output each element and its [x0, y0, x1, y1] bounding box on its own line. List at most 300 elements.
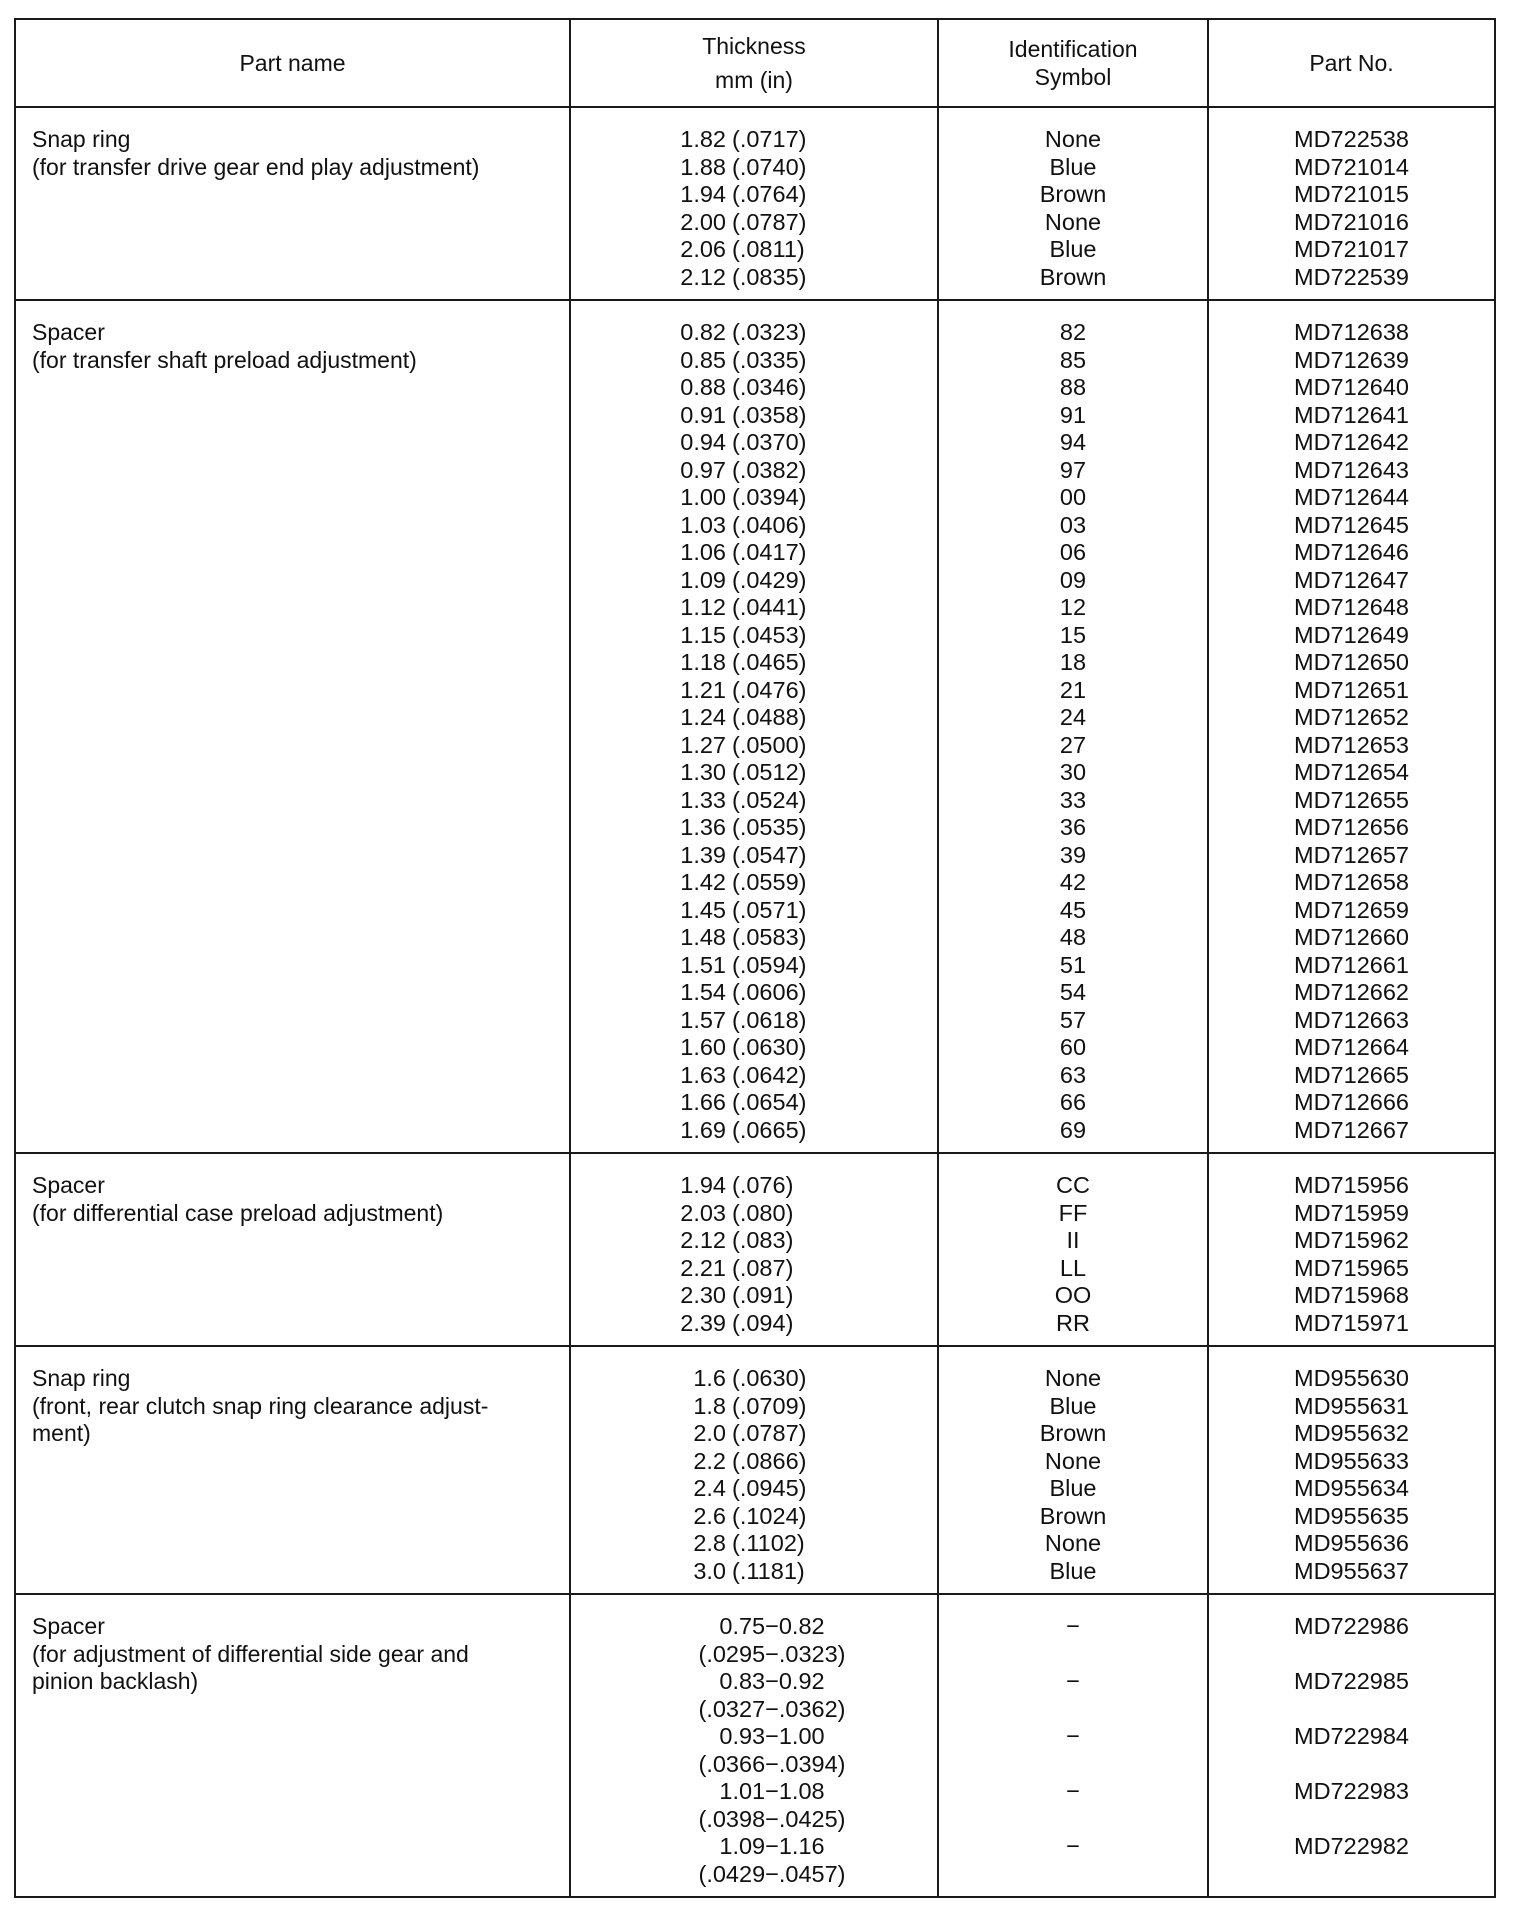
part-purpose: (for adjustment of differential side gear and [32, 1640, 469, 1667]
part-name-cell [15, 1346, 570, 1594]
identification-symbol: Brown [1039, 181, 1107, 207]
part-name-cell [15, 300, 570, 1153]
part-number: MD955635 [1294, 1502, 1409, 1529]
thickness-cell [570, 300, 938, 1153]
part-purpose: (front, rear clutch snap ring clearance adjust- [32, 1392, 489, 1419]
part-number: MD712641 [1294, 401, 1409, 428]
thickness-in: (.0535) [732, 814, 807, 840]
thickness-value [571, 594, 933, 622]
part-number: MD712662 [1294, 979, 1409, 1005]
thickness-value [571, 1034, 933, 1062]
thickness-mm: 1.6 [693, 1365, 726, 1391]
thickness-value [571, 264, 933, 292]
thickness-range-in: (.0429−.0457) [698, 1860, 846, 1887]
thickness-mm: 1.82 [680, 126, 726, 152]
part-number: MD722983 [1294, 1778, 1409, 1804]
part-number: MD955630 [1294, 1365, 1409, 1391]
part-number: MD722984 [1294, 1723, 1409, 1749]
thickness-in: (.0358) [732, 401, 807, 428]
thickness-in: (.0618) [732, 1006, 807, 1033]
identification-symbol: 27 [1059, 731, 1087, 758]
identification-symbol: 18 [1059, 649, 1087, 675]
identification-symbol: FF [1058, 1199, 1088, 1226]
identification-symbol: 00 [1059, 484, 1087, 510]
thickness-mm: 1.27 [680, 731, 726, 758]
thickness-range-mm: 0.83−0.92 [719, 1668, 825, 1694]
thickness-value [571, 1227, 933, 1255]
part-number: MD955634 [1294, 1475, 1409, 1501]
table-row [15, 107, 1495, 300]
identification-symbol: RR [1056, 1309, 1090, 1336]
thickness-value [571, 1255, 933, 1283]
parts-table-body [15, 107, 1495, 1897]
identification-symbol: Blue [1049, 236, 1097, 262]
thickness-mm: 2.00 [680, 208, 726, 235]
identification-symbol: 97 [1059, 456, 1087, 483]
thickness-in: (.0717) [732, 126, 807, 152]
table-row [15, 1346, 1495, 1594]
thickness-in: (.0866) [732, 1447, 807, 1474]
part-number: MD712664 [1294, 1034, 1409, 1060]
thickness-mm: 2.39 [680, 1309, 726, 1336]
thickness-mm: 1.15 [680, 621, 726, 648]
part-number: MD712660 [1294, 924, 1409, 950]
header-symbol-line2: Symbol [1034, 64, 1112, 90]
identification-symbol: − [1066, 1833, 1080, 1859]
identification-symbol: 51 [1059, 951, 1087, 978]
part-number: MD722538 [1294, 126, 1409, 152]
thickness-in: (.0559) [732, 869, 807, 895]
header-thickness [570, 19, 938, 107]
thickness-in: (.0346) [732, 374, 807, 400]
thickness-mm: 1.33 [680, 786, 726, 813]
thickness-in: (.0382) [732, 456, 807, 483]
identification-symbol: 30 [1059, 759, 1087, 785]
thickness-mm: 2.21 [680, 1254, 726, 1281]
header-thickness-line1: Thickness [702, 33, 806, 59]
thickness-mm: 1.63 [680, 1061, 726, 1088]
thickness-in: (.0630) [732, 1365, 807, 1391]
thickness-in: (.0571) [732, 896, 807, 923]
thickness-value [571, 1393, 933, 1421]
thickness-value [571, 897, 933, 925]
thickness-mm: 2.06 [680, 236, 726, 262]
thickness-value [571, 567, 933, 595]
thickness-range-mm: 1.09−1.16 [719, 1833, 825, 1859]
thickness-mm: 1.24 [680, 704, 726, 730]
thickness-in: (.0488) [732, 704, 807, 730]
part-number: MD712640 [1294, 374, 1409, 400]
thickness-value [571, 704, 933, 732]
part-number: MD712650 [1294, 649, 1409, 675]
identification-symbol: 21 [1059, 676, 1087, 703]
thickness-in: (.091) [732, 1282, 794, 1308]
identification-symbol: CC [1056, 1172, 1090, 1198]
part-no-cell [1208, 1346, 1495, 1594]
identification-symbol: OO [1054, 1282, 1092, 1308]
part-number: MD712659 [1294, 896, 1409, 923]
part-number: MD722986 [1294, 1613, 1409, 1639]
thickness-value [571, 1062, 933, 1090]
thickness-value [571, 732, 933, 760]
part-number: MD712655 [1294, 786, 1409, 813]
part-name-cell [15, 1153, 570, 1346]
thickness-mm: 0.88 [680, 374, 726, 400]
thickness-value [571, 236, 933, 264]
thickness-mm: 0.82 [680, 319, 726, 345]
identification-symbol: 60 [1059, 1034, 1087, 1060]
thickness-value [571, 787, 933, 815]
thickness-mm: 3.0 [693, 1557, 726, 1584]
part-no-cell [1208, 107, 1495, 300]
thickness-mm: 2.8 [693, 1530, 726, 1556]
thickness-value [571, 209, 933, 237]
thickness-mm: 2.12 [680, 263, 726, 290]
thickness-in: (.0811) [732, 236, 805, 262]
identification-symbol: None [1044, 126, 1102, 152]
thickness-value [571, 1282, 933, 1310]
header-row [15, 19, 1495, 107]
header-thickness-line2: mm (in) [715, 67, 793, 93]
identification-symbol: Blue [1049, 1392, 1097, 1419]
thickness-range-mm: 0.93−1.00 [719, 1723, 825, 1749]
part-purpose: (for differential case preload adjustment) [32, 1199, 444, 1226]
thickness-in: (.087) [732, 1254, 794, 1281]
thickness-value [571, 512, 933, 540]
identification-symbol: 85 [1059, 346, 1087, 373]
part-purpose: pinion backlash) [32, 1668, 199, 1694]
thickness-value [571, 457, 933, 485]
thickness-mm: 0.94 [680, 429, 726, 455]
part-number: MD712656 [1294, 814, 1409, 840]
thickness-mm: 0.91 [680, 401, 726, 428]
thickness-mm: 1.57 [680, 1006, 726, 1033]
part-number: MD721015 [1294, 181, 1409, 207]
symbol-cell [938, 300, 1208, 1153]
thickness-value [571, 484, 933, 512]
thickness-value [571, 1530, 933, 1558]
identification-symbol: 45 [1059, 896, 1087, 923]
thickness-in: (.0642) [732, 1061, 807, 1088]
thickness-value [571, 374, 933, 402]
part-number: MD712647 [1294, 566, 1409, 593]
identification-symbol: II [1066, 1227, 1080, 1253]
thickness-in: (.0370) [732, 429, 807, 455]
part-number: MD715971 [1294, 1309, 1409, 1336]
thickness-mm: 2.03 [680, 1199, 726, 1226]
thickness-in: (.0654) [732, 1089, 807, 1115]
identification-symbol: 15 [1059, 621, 1087, 648]
thickness-value [571, 1448, 933, 1476]
identification-symbol: 03 [1059, 511, 1087, 538]
thickness-in: (.0764) [732, 181, 807, 207]
part-name: Spacer [32, 1172, 105, 1198]
part-number: MD712644 [1294, 484, 1409, 510]
thickness-mm: 1.39 [680, 841, 726, 868]
identification-symbol: 63 [1059, 1061, 1087, 1088]
thickness-mm: 1.12 [680, 594, 726, 620]
thickness-mm: 1.45 [680, 896, 726, 923]
thickness-in: (.0406) [732, 511, 807, 538]
identification-symbol: − [1066, 1668, 1080, 1694]
thickness-value [571, 429, 933, 457]
thickness-mm: 1.03 [680, 511, 726, 538]
thickness-value [571, 1558, 933, 1586]
thickness-in: (.1024) [732, 1502, 807, 1529]
thickness-value [571, 1365, 933, 1393]
thickness-in: (.1102) [732, 1530, 805, 1556]
identification-symbol: 69 [1059, 1116, 1087, 1143]
identification-symbol: LL [1059, 1254, 1087, 1281]
thickness-value [571, 677, 933, 705]
part-number: MD722982 [1294, 1833, 1409, 1859]
part-number: MD712651 [1294, 676, 1409, 703]
part-name-cell [15, 107, 570, 300]
identification-symbol: − [1066, 1723, 1080, 1749]
part-purpose: (for transfer shaft preload adjustment) [32, 346, 417, 373]
thickness-value [571, 154, 933, 182]
identification-symbol: 42 [1059, 869, 1087, 895]
thickness-value [571, 181, 933, 209]
header-symbol-line1: Identification [1008, 36, 1138, 62]
thickness-in: (.0429) [732, 566, 807, 593]
table-row [15, 1594, 1495, 1897]
identification-symbol: None [1044, 1447, 1102, 1474]
thickness-range-mm: 1.01−1.08 [719, 1778, 825, 1804]
header-part-name-label: Part name [239, 50, 346, 76]
identification-symbol: 09 [1059, 566, 1087, 593]
thickness-in: (.076) [732, 1172, 794, 1198]
part-number: MD721014 [1294, 153, 1409, 180]
header-symbol [938, 19, 1208, 107]
header-part-no [1208, 19, 1495, 107]
thickness-value [571, 814, 933, 842]
part-number: MD712661 [1294, 951, 1409, 978]
part-number: MD712642 [1294, 429, 1409, 455]
thickness-value [571, 952, 933, 980]
part-purpose: ment) [32, 1420, 91, 1446]
identification-symbol: None [1044, 1365, 1102, 1391]
thickness-mm: 1.8 [693, 1392, 726, 1419]
thickness-mm: 1.66 [680, 1089, 726, 1115]
thickness-in: (.0835) [732, 263, 807, 290]
identification-symbol: 88 [1059, 374, 1087, 400]
identification-symbol: 24 [1059, 704, 1087, 730]
thickness-value [571, 539, 933, 567]
thickness-range-in: (.0327−.0362) [698, 1695, 846, 1722]
thickness-mm: 1.69 [680, 1116, 726, 1143]
thickness-mm: 2.6 [693, 1502, 726, 1529]
thickness-mm: 2.2 [693, 1447, 726, 1474]
thickness-value [571, 869, 933, 897]
identification-symbol: Brown [1039, 1420, 1107, 1446]
thickness-value [571, 1310, 933, 1338]
part-number: MD722539 [1294, 263, 1409, 290]
thickness-value [571, 649, 933, 677]
thickness-in: (.0323) [732, 319, 807, 345]
part-number: MD715956 [1294, 1172, 1409, 1198]
identification-symbol: 66 [1059, 1089, 1087, 1115]
thickness-mm: 1.88 [680, 153, 726, 180]
thickness-value [571, 979, 933, 1007]
part-number: MD712666 [1294, 1089, 1409, 1115]
part-purpose: (for transfer drive gear end play adjustment) [32, 153, 480, 180]
thickness-mm: 2.30 [680, 1282, 726, 1308]
part-number: MD712663 [1294, 1006, 1409, 1033]
part-number: MD712665 [1294, 1061, 1409, 1088]
identification-symbol: Brown [1039, 263, 1107, 290]
part-number: MD722985 [1294, 1668, 1409, 1694]
thickness-in: (.0394) [732, 484, 807, 510]
thickness-cell [570, 1153, 938, 1346]
thickness-in: (.0787) [732, 208, 807, 235]
thickness-mm: 1.06 [680, 539, 726, 565]
part-number: MD955633 [1294, 1447, 1409, 1474]
thickness-in: (.0500) [732, 731, 807, 758]
thickness-mm: 2.12 [680, 1227, 726, 1253]
identification-symbol: 39 [1059, 841, 1087, 868]
identification-symbol: Blue [1049, 1475, 1097, 1501]
thickness-in: (.0594) [732, 951, 807, 978]
thickness-value [571, 1007, 933, 1035]
thickness-in: (.083) [732, 1227, 794, 1253]
part-number: MD712667 [1294, 1116, 1409, 1143]
part-number: MD715962 [1294, 1227, 1409, 1253]
identification-symbol: 82 [1059, 319, 1087, 345]
thickness-value [571, 622, 933, 650]
thickness-mm: 1.48 [680, 924, 726, 950]
thickness-in: (.0630) [732, 1034, 807, 1060]
part-name: Snap ring [32, 126, 131, 152]
thickness-in: (.0787) [732, 1420, 807, 1446]
thickness-in: (.0524) [732, 786, 807, 813]
thickness-cell [570, 1594, 938, 1897]
thickness-value [571, 924, 933, 952]
identification-symbol: 48 [1059, 924, 1087, 950]
identification-symbol: 94 [1059, 429, 1087, 455]
part-number: MD712653 [1294, 731, 1409, 758]
thickness-mm: 1.94 [680, 181, 726, 207]
thickness-in: (.0417) [732, 539, 807, 565]
identification-symbol: 57 [1059, 1006, 1087, 1033]
thickness-mm: 1.54 [680, 979, 726, 1005]
thickness-range-mm: 0.75−0.82 [719, 1613, 825, 1639]
thickness-range-in: (.0366−.0394) [698, 1750, 846, 1777]
part-number: MD955632 [1294, 1420, 1409, 1446]
part-number: MD712645 [1294, 511, 1409, 538]
thickness-in: (.0512) [732, 759, 807, 785]
thickness-in: (.0476) [732, 676, 807, 703]
part-number: MD715959 [1294, 1199, 1409, 1226]
table-row [15, 1153, 1495, 1346]
part-number: MD712639 [1294, 346, 1409, 373]
thickness-mm: 1.51 [680, 951, 726, 978]
part-number: MD721016 [1294, 208, 1409, 235]
thickness-mm: 1.36 [680, 814, 726, 840]
part-number: MD955636 [1294, 1530, 1409, 1556]
thickness-in: (.0740) [732, 153, 807, 180]
symbol-cell [938, 1594, 1208, 1897]
thickness-in: (.1181) [732, 1557, 805, 1584]
table-row [15, 300, 1495, 1153]
identification-symbol: − [1066, 1613, 1080, 1639]
part-number: MD712638 [1294, 319, 1409, 345]
header-part-name [15, 19, 570, 107]
thickness-mm: 0.85 [680, 346, 726, 373]
thickness-value [571, 842, 933, 870]
part-name: Spacer [32, 1613, 105, 1639]
part-no-cell [1208, 300, 1495, 1153]
part-number: MD955637 [1294, 1557, 1409, 1584]
thickness-mm: 1.00 [680, 484, 726, 510]
symbol-cell [938, 1153, 1208, 1346]
thickness-value [571, 126, 933, 154]
thickness-value [571, 759, 933, 787]
thickness-value [571, 1200, 933, 1228]
thickness-mm: 1.21 [680, 676, 726, 703]
parts-table [14, 18, 1496, 1898]
part-number: MD712648 [1294, 594, 1409, 620]
identification-symbol: None [1044, 1530, 1102, 1556]
identification-symbol: 33 [1059, 786, 1087, 813]
part-number: MD715968 [1294, 1282, 1409, 1308]
thickness-in: (.0335) [732, 346, 807, 373]
thickness-range-in: (.0398−.0425) [698, 1805, 846, 1832]
part-number: MD712646 [1294, 539, 1409, 565]
identification-symbol: 12 [1059, 594, 1087, 620]
part-no-cell [1208, 1594, 1495, 1897]
thickness-mm: 1.30 [680, 759, 726, 785]
thickness-mm: 1.94 [680, 1172, 726, 1198]
thickness-in: (.0665) [732, 1116, 807, 1143]
header-part-no-label: Part No. [1309, 50, 1394, 76]
thickness-value [571, 1117, 933, 1145]
thickness-mm: 1.60 [680, 1034, 726, 1060]
thickness-in: (.0606) [732, 979, 807, 1005]
part-name: Spacer [32, 319, 105, 345]
thickness-in: (.094) [732, 1309, 794, 1336]
identification-symbol: Brown [1039, 1502, 1107, 1529]
part-number: MD712649 [1294, 621, 1409, 648]
thickness-mm: 1.09 [680, 566, 726, 593]
part-no-cell [1208, 1153, 1495, 1346]
symbol-cell [938, 1346, 1208, 1594]
thickness-in: (.0465) [732, 649, 807, 675]
thickness-in: (.0945) [732, 1475, 807, 1501]
thickness-range-in: (.0295−.0323) [698, 1640, 846, 1667]
identification-symbol: 91 [1059, 401, 1087, 428]
part-number: MD721017 [1294, 236, 1409, 262]
thickness-value [571, 347, 933, 375]
part-number: MD712658 [1294, 869, 1409, 895]
thickness-cell [570, 107, 938, 300]
part-number: MD712654 [1294, 759, 1409, 785]
thickness-cell [570, 1346, 938, 1594]
thickness-in: (.0547) [732, 841, 807, 868]
symbol-cell [938, 107, 1208, 300]
thickness-value [571, 1503, 933, 1531]
thickness-mm: 1.18 [680, 649, 726, 675]
thickness-value [571, 1420, 933, 1448]
thickness-mm: 1.42 [680, 869, 726, 895]
part-number: MD955631 [1294, 1392, 1409, 1419]
thickness-in: (.0709) [732, 1392, 807, 1419]
thickness-in: (.080) [732, 1199, 794, 1226]
part-number: MD715965 [1294, 1254, 1409, 1281]
part-number: MD712643 [1294, 456, 1409, 483]
thickness-value [571, 1089, 933, 1117]
thickness-mm: 2.4 [693, 1475, 726, 1501]
